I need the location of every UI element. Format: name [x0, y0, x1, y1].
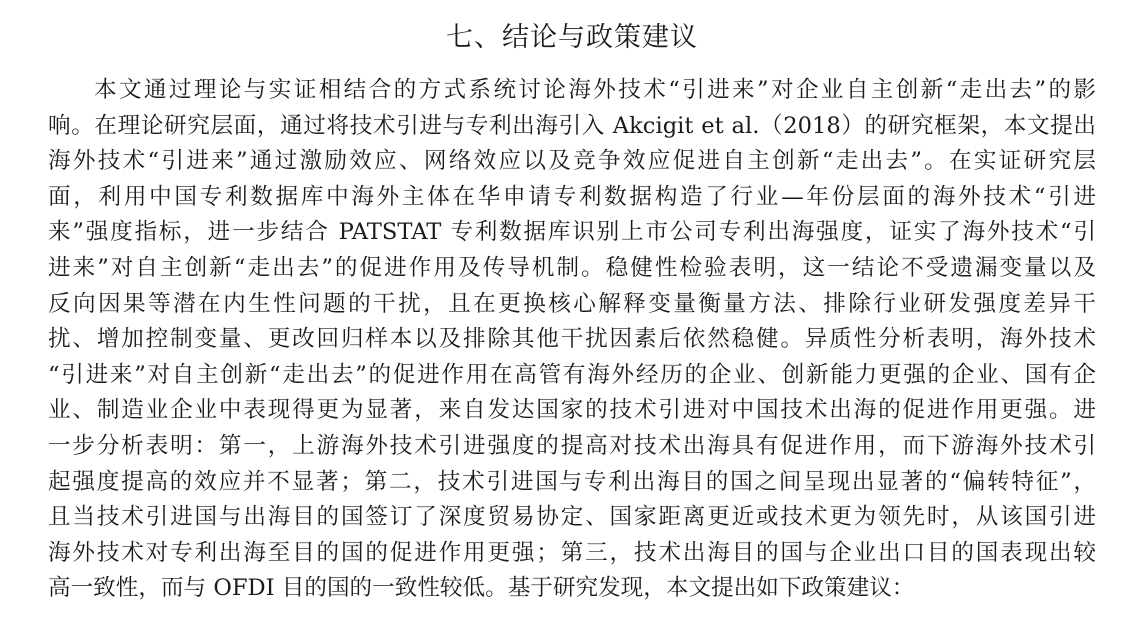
paragraph-line-2: 响。在理论研究层面，通过将技术引进与专利出海引入 Akcigit et al.（2018）的研究框架，本文提出 [48, 112, 1096, 139]
paragraph-line-10: 业、制造业企业中表现得更为显著，来自发达国家的技术引进对中国技术出海的促进作用更强。进 [48, 397, 1096, 424]
paragraph-line-4: 面，利用中国专利数据库中海外主体在华申请专利数据构造了行业—年份层面的海外技术“引进 [48, 183, 1096, 210]
paragraph-line-13: 且当技术引进国与出海目的国签订了深度贸易协定、国家距离更近或技术更为领先时，从该国引进 [48, 504, 1096, 531]
conclusion-paragraph [48, 73, 1096, 607]
paragraph-line-5: 来”强度指标，进一步结合 PATSTAT 专利数据库识别上市公司专利出海强度，证实了海外技术“引 [48, 219, 1096, 246]
paragraph-line-1: 本文通过理论与实证相结合的方式系统讨论海外技术“引进来”对企业自主创新“走出去”的影 [94, 77, 1096, 103]
paragraph-line-7: 反向因果等潜在内生性问题的干扰，且在更换核心解释变量衡量方法、排除行业研发强度差异干 [48, 290, 1096, 317]
paragraph-line-14: 海外技术对专利出海至目的国的促进作用更强；第三，技术出海目的国与企业出口目的国表现出较 [48, 539, 1096, 566]
paragraph-line-15: 高一致性，而与 OFDI 目的国的一致性较低。基于研究发现，本文提出如下政策建议： [48, 575, 915, 602]
paragraph-line-6: 进来”对自主创新“走出去”的促进作用及传导机制。稳健性检验表明，这一结论不受遗漏变量以及 [48, 254, 1096, 281]
paragraph-line-8: 扰、增加控制变量、更改回归样本以及排除其他干扰因素后依然稳健。异质性分析表明，海外技术 [48, 326, 1096, 353]
section-heading: 七、结论与政策建议 [446, 22, 698, 53]
paragraph-line-12: 起强度提高的效应并不显著；第二，技术引进国与专利出海目的国之间呈现出显著的“偏转特征”， [48, 468, 1096, 495]
paragraph-line-9: “引进来”对自主创新“走出去”的促进作用在高管有海外经历的企业、创新能力更强的企业、国有企 [48, 361, 1096, 388]
paragraph-line-11: 一步分析表明：第一，上游海外技术引进强度的提高对技术出海具有促进作用，而下游海外技术引 [48, 432, 1096, 459]
paragraph-line-3: 海外技术“引进来”通过激励效应、网络效应以及竞争效应促进自主创新“走出去”。在实证研究层 [48, 148, 1096, 175]
